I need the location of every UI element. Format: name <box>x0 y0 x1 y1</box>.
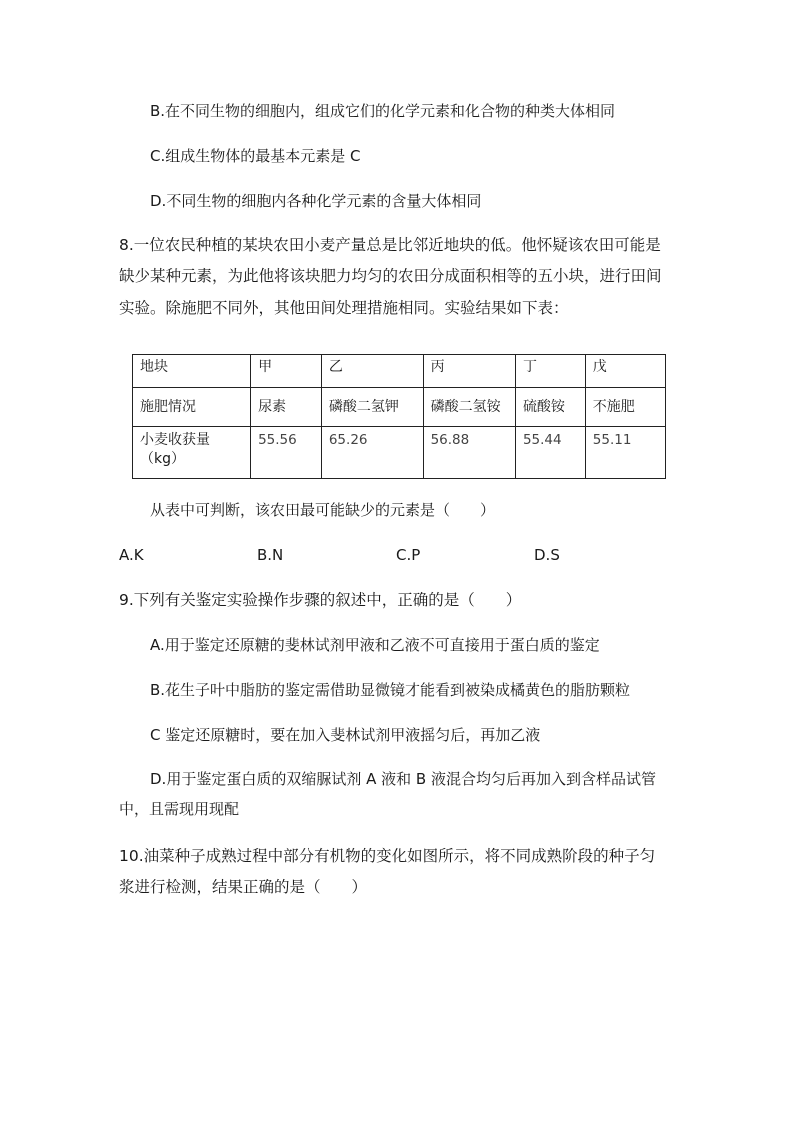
q9-option-c: C 鉴定还原糖时，要在加入斐林试剂甲液摇匀后，再加乙液 <box>150 726 541 744</box>
q9-option-d-line1: D.用于鉴定蛋白质的双缩脲试剂 A 液和 B 液混合均匀后再加入到含样品试管 <box>150 770 656 788</box>
table-cell: 磷酸二氢铵 <box>423 388 515 427</box>
q8-stem-line1: 8.一位农民种植的某块农田小麦产量总是比邻近地块的低。他怀疑该农田可能是 <box>119 236 661 254</box>
table-cell: 硫酸铵 <box>515 388 585 427</box>
q9-stem: 9.下列有关鉴定实验操作步骤的叙述中，正确的是（ ） <box>119 591 522 609</box>
q8-option-b: B.N <box>257 546 284 564</box>
fertilizer-table <box>132 354 666 479</box>
table-cell: 不施肥 <box>585 388 665 427</box>
table-cell: 65.26 <box>321 427 423 479</box>
q9-option-a: A.用于鉴定还原糖的斐林试剂甲液和乙液不可直接用于蛋白质的鉴定 <box>150 636 600 654</box>
table-cell: 丁 <box>515 355 585 388</box>
table-cell: 戊 <box>585 355 665 388</box>
q7-option-c: C.组成生物体的最基本元素是 C <box>150 147 361 165</box>
q8-option-c: C.P <box>396 546 421 564</box>
table-cell: 甲 <box>251 355 322 388</box>
table-cell: 磷酸二氢钾 <box>321 388 423 427</box>
table-row <box>133 427 666 479</box>
table-cell: 55.44 <box>515 427 585 479</box>
table-cell <box>133 427 251 479</box>
q7-option-d: D.不同生物的细胞内各种化学元素的含量大体相同 <box>150 192 482 210</box>
q9-option-b: B.花生子叶中脂肪的鉴定需借助显微镜才能看到被染成橘黄色的脂肪颗粒 <box>150 681 631 699</box>
table-cell: 55.11 <box>585 427 665 479</box>
q7-option-b: B.在不同生物的细胞内，组成它们的化学元素和化合物的种类大体相同 <box>150 102 616 120</box>
table-cell: 55.56 <box>251 427 322 479</box>
q8-question: 从表中可判断，该农田最可能缺少的元素是（ ） <box>150 501 496 519</box>
table-cell: 施肥情况 <box>133 388 251 427</box>
table-cell: 尿素 <box>251 388 322 427</box>
table-cell: 丙 <box>423 355 515 388</box>
table-cell: 乙 <box>321 355 423 388</box>
yield-unit: （kg） <box>140 451 185 467</box>
q8-option-d: D.S <box>534 546 560 564</box>
q9-option-d-line2: 中，且需现用现配 <box>119 800 240 818</box>
q8-stem-line2: 缺少某种元素，为此他将该块肥力均匀的农田分成面积相等的五小块，进行田间 <box>119 267 662 285</box>
q10-stem-line1: 10.油菜种子成熟过程中部分有机物的变化如图所示，将不同成熟阶段的种子匀 <box>119 847 656 865</box>
q8-stem-line3: 实验。除施肥不同外，其他田间处理措施相同。实验结果如下表： <box>119 299 569 317</box>
table-cell: 56.88 <box>423 427 515 479</box>
table-row <box>133 355 666 388</box>
q10-stem-line2: 浆进行检测，结果正确的是（ ） <box>119 878 368 896</box>
q8-option-a: A.K <box>119 546 144 564</box>
yield-label: 小麦收获量 <box>140 432 210 448</box>
table-cell: 地块 <box>133 355 251 388</box>
table-row <box>133 388 666 427</box>
